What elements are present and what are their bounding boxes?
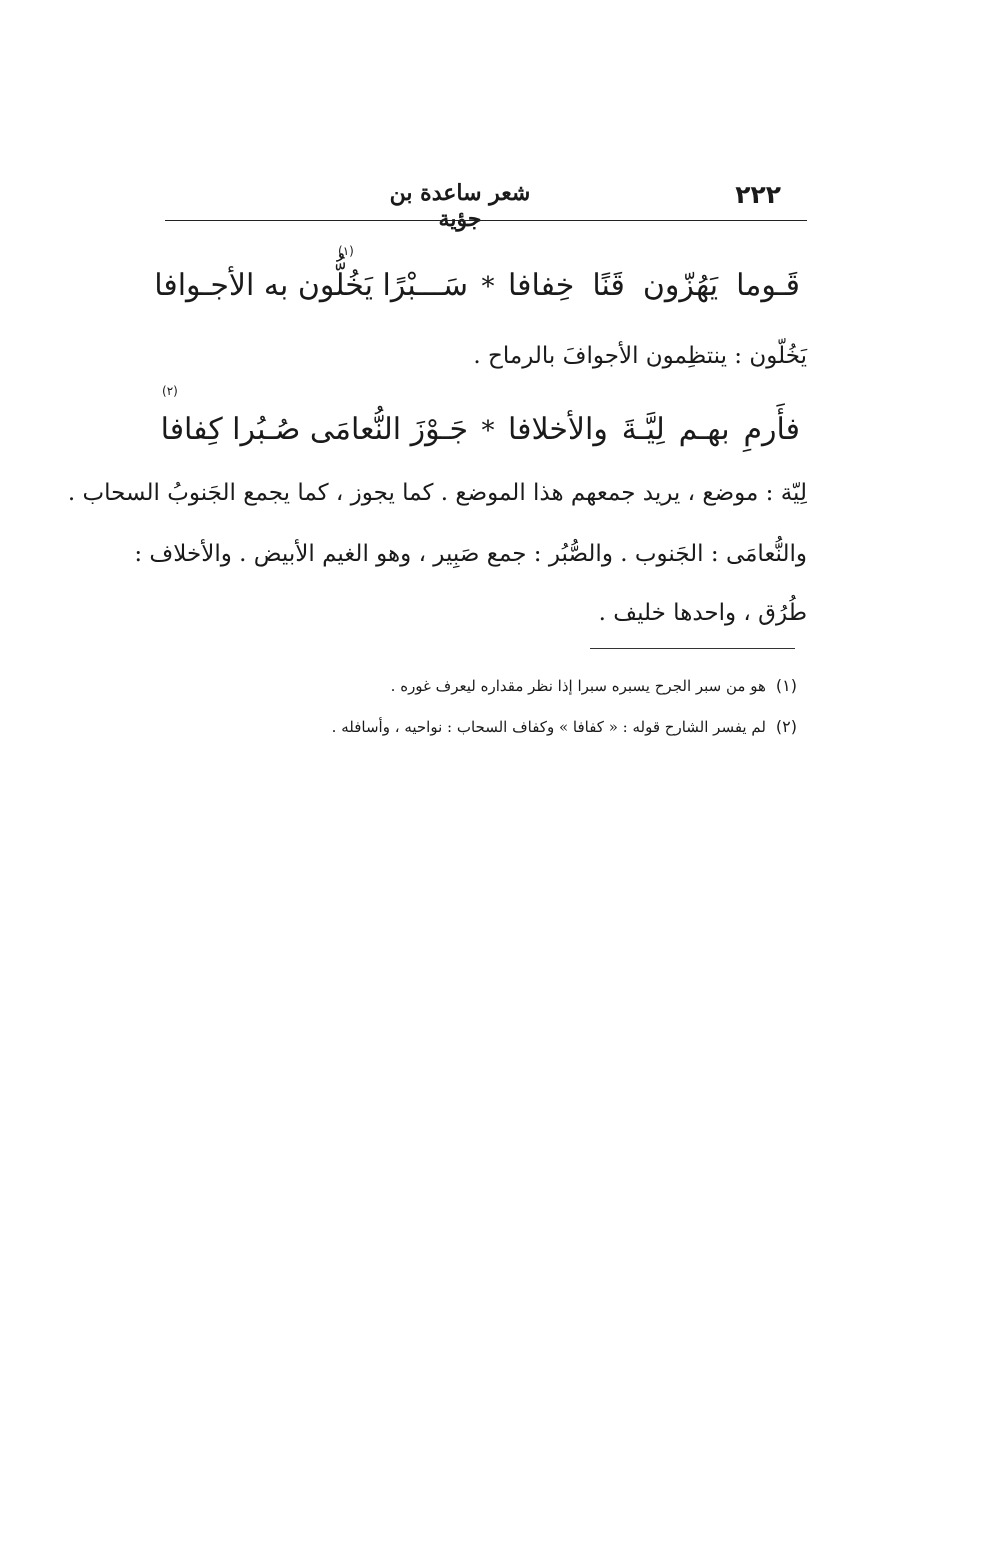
verse-2-footnote-marker: (٢) xyxy=(162,384,178,398)
verse-1-second-hemistich: سَـــبْرًا يَخُلُّون به الأجـوافا xyxy=(154,268,468,303)
verse-line-1 xyxy=(154,266,800,307)
verse-1-footnote-marker: (١) xyxy=(338,244,354,258)
commentary-line-3: والنُّعامَى : الجَنوب . والصُّبُر : جمع صَبِير ، وهو الغيم الأبيض . والأخلاف : xyxy=(134,541,807,567)
verse-line-2 xyxy=(160,410,800,451)
running-title: شعر ساعدة بن جؤية xyxy=(389,180,531,232)
page-header xyxy=(165,176,795,232)
footnote-2 xyxy=(237,716,797,738)
footnote-2-text: لم يفسر الشارح قوله : « كفافا » وكفاف السحاب : نواحيه ، وأسافله . xyxy=(331,718,766,736)
verse-2-first-hemistich: فأَرمِ بهـم لِيَّـةَ والأخلافا xyxy=(508,412,800,447)
header-rule xyxy=(165,220,807,221)
footnote-1-text: هو من سبر الجرح يسبره سبرا إذا نظر مقداره ليعرف غوره . xyxy=(390,677,766,695)
footnote-1-number: (١) xyxy=(775,676,797,695)
page-number: ٢٢٢ xyxy=(735,180,781,209)
commentary-line-4: طُرُق ، واحدها خليف . xyxy=(598,600,807,626)
verse-1-separator: * xyxy=(481,272,495,302)
verse-2-separator: * xyxy=(481,416,495,446)
footnote-rule xyxy=(590,648,795,649)
commentary-line-2: لِيّة : موضع ، يريد جمعهم هذا الموضع . كما يجوز ، كما يجمع الجَنوبُ السحاب . xyxy=(67,480,807,506)
footnote-2-number: (٢) xyxy=(775,717,797,736)
commentary-line-1: يَخُلّون : ينتظِمون الأجوافَ بالرماح . xyxy=(473,343,807,369)
verse-1-first-hemistich: قَـوما يَهُزّون قَنًا خِفافا xyxy=(508,268,800,303)
verse-2-second-hemistich: جَـوْزَ النُّعامَى صُـبُرا كِفافا xyxy=(160,412,468,447)
footnote-1 xyxy=(237,675,797,697)
